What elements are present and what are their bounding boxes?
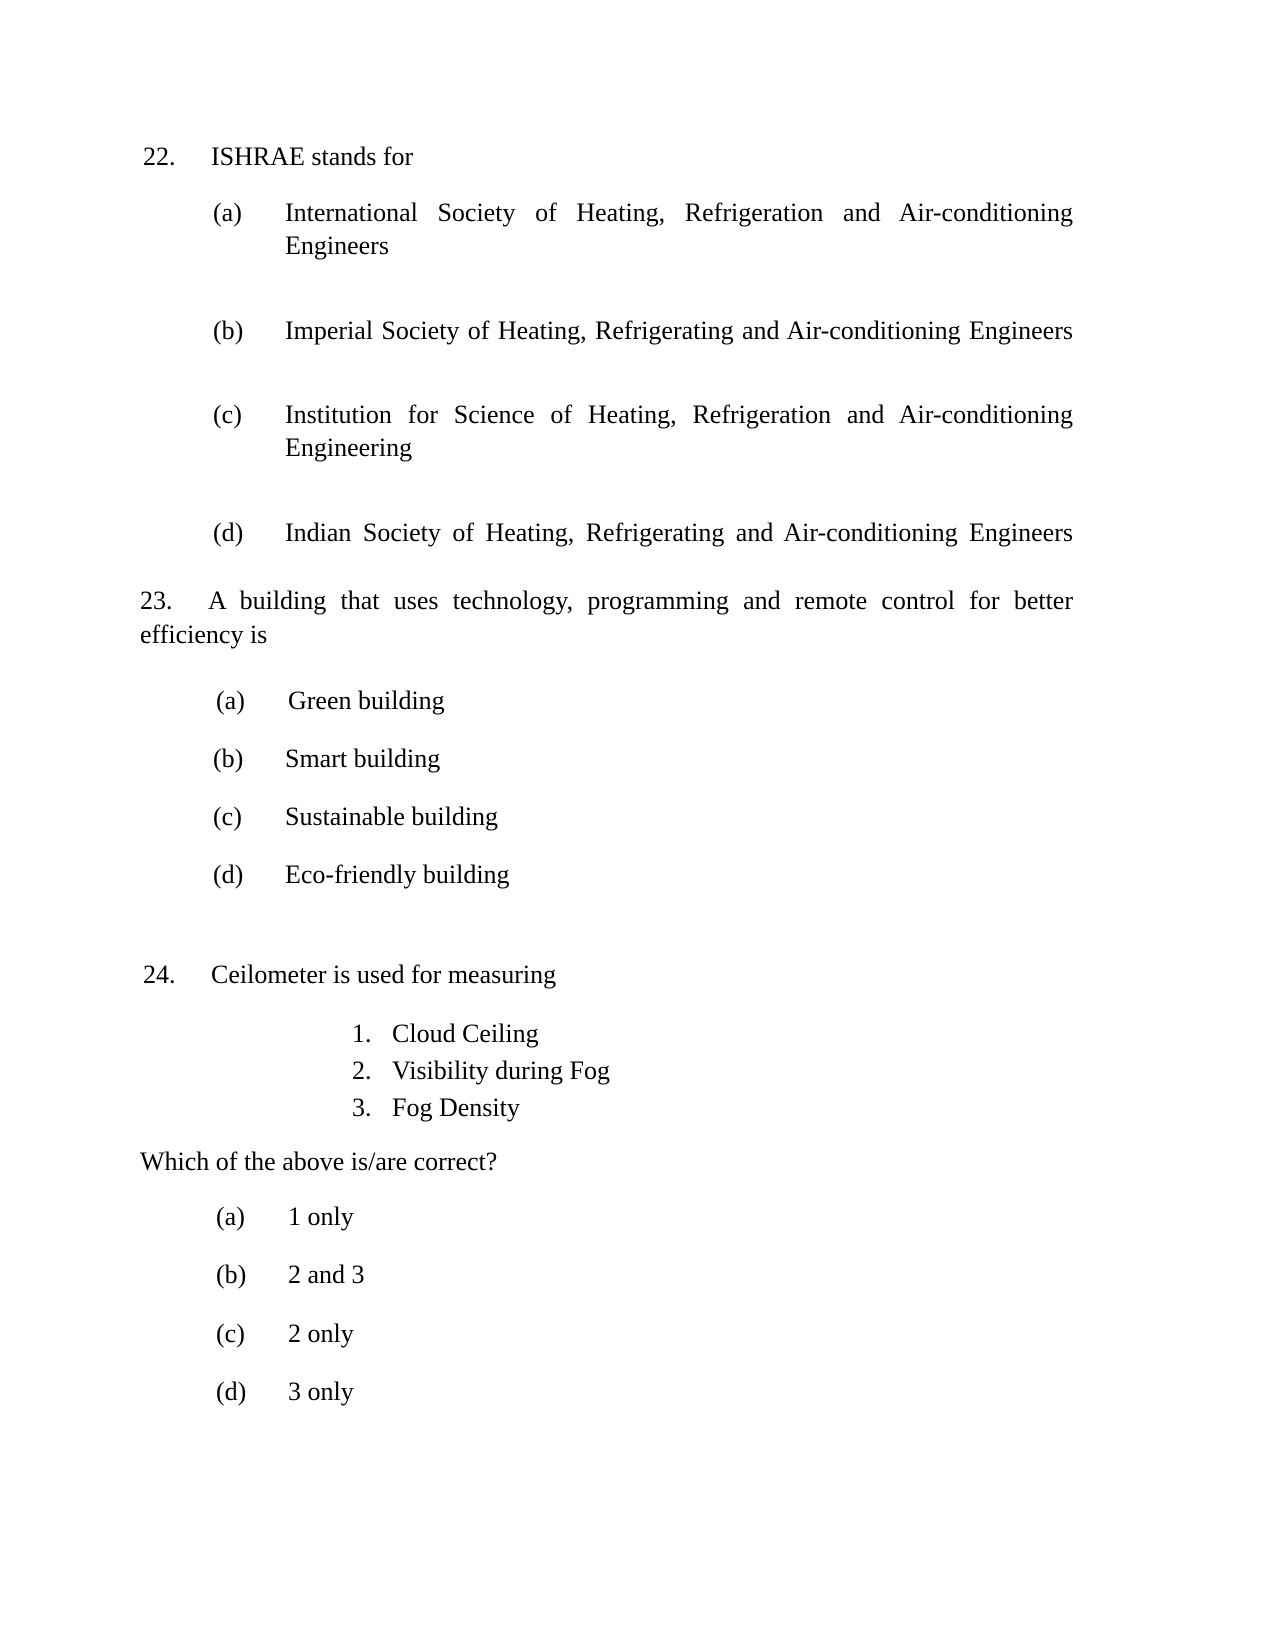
- question-22-stem-row: [143, 140, 1073, 174]
- option-b-label: (b): [213, 315, 244, 345]
- question-22-option-b[interactable]: [143, 314, 1073, 381]
- option-d-text: Eco-friendly building: [285, 860, 510, 890]
- option-d-label: (d): [213, 517, 244, 547]
- question-23: [140, 584, 1073, 892]
- question-24-option-d[interactable]: [143, 1375, 1073, 1408]
- option-a-text: 1 only: [288, 1202, 354, 1231]
- statement-2-text: Visibility during Fog: [392, 1055, 611, 1085]
- question-22: [143, 140, 1073, 582]
- option-d-label: (d): [213, 860, 244, 890]
- statement-1-text: Cloud Ceiling: [392, 1019, 539, 1048]
- option-c-text: Institution for Science of Heating, Refrigeration and Air-conditioning Engineering: [285, 400, 1073, 463]
- question-23-stem: A building that uses technology, programming and remote control for better efficiency is: [140, 586, 1073, 649]
- question-23-stem-row: [140, 584, 1073, 652]
- question-22-number: 22.: [143, 142, 176, 171]
- statement-2-number: 2.: [352, 1055, 372, 1085]
- option-b-label: (b): [213, 743, 244, 773]
- option-a-text: International Society of Heating, Refrigeration and Air-conditioning Engineers: [285, 197, 1073, 261]
- statement-item-3: [352, 1090, 610, 1127]
- option-c-label: (c): [213, 400, 242, 430]
- question-24-stem-row: [143, 958, 1073, 992]
- option-b-text: Smart building: [285, 743, 441, 773]
- question-24-option-b[interactable]: [143, 1258, 1073, 1291]
- statement-3-text: Fog Density: [392, 1092, 520, 1122]
- question-23-option-d[interactable]: [140, 858, 1073, 891]
- statement-1-number: 1.: [352, 1019, 372, 1048]
- question-24-option-a[interactable]: [143, 1200, 1073, 1233]
- question-24-number: 24.: [143, 960, 176, 989]
- option-b-text: Imperial Society of Heating, Refrigerating and Air-conditioning Engineers: [285, 315, 1073, 345]
- question-24-stem: Ceilometer is used for measuring: [211, 960, 557, 989]
- question-24-statement-list: [352, 1016, 610, 1127]
- question-24: [143, 958, 1073, 992]
- option-c-text: Sustainable building: [285, 802, 499, 832]
- statement-item-1: [352, 1016, 610, 1053]
- option-a-label: (a): [213, 197, 242, 227]
- question-23-option-a[interactable]: [140, 684, 1073, 717]
- question-22-option-d[interactable]: [143, 516, 1073, 583]
- question-22-option-c[interactable]: [143, 398, 1073, 498]
- question-22-stem: ISHRAE stands for: [211, 142, 414, 171]
- question-23-number: 23.: [140, 586, 173, 615]
- option-b-text: 2 and 3: [288, 1260, 365, 1290]
- option-d-label: (d): [216, 1376, 247, 1406]
- question-23-option-c[interactable]: [140, 800, 1073, 833]
- question-24-option-c[interactable]: [143, 1317, 1073, 1350]
- question-22-option-a[interactable]: [143, 196, 1073, 296]
- question-23-option-b[interactable]: [140, 742, 1073, 775]
- option-c-label: (c): [216, 1318, 245, 1348]
- statement-3-number: 3.: [352, 1092, 372, 1122]
- option-c-label: (c): [213, 802, 242, 832]
- question-24-directive: Which of the above is/are correct?: [140, 1147, 498, 1176]
- option-d-text: 3 only: [288, 1376, 354, 1406]
- option-a-label: (a): [216, 1202, 245, 1231]
- option-a-text: Green building: [288, 685, 445, 715]
- option-a-label: (a): [216, 685, 245, 715]
- question-24-options: [143, 1200, 1073, 1408]
- option-b-label: (b): [216, 1260, 247, 1290]
- option-d-text: Indian Society of Heating, Refrigerating and Air-conditioning Engineers: [285, 517, 1073, 547]
- statement-item-2: [352, 1053, 610, 1090]
- option-c-text: 2 only: [288, 1318, 354, 1348]
